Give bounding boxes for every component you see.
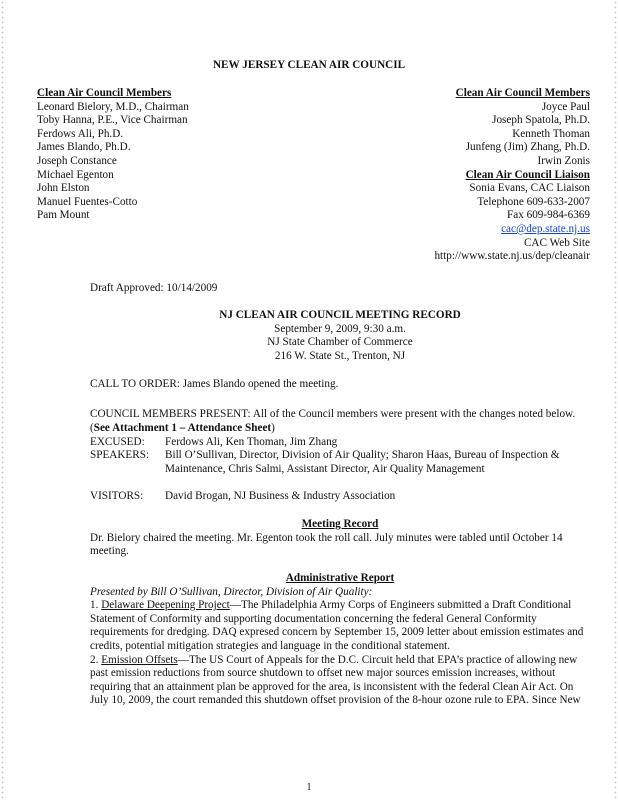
member-name: Pam Mount <box>37 209 90 222</box>
item-title: Delaware Deepening Project <box>101 599 230 612</box>
speakers-value: Bill O’Sullivan, Director, Division of Air Quality; Sharon Haas, Bureau of Inspection & Maintenance, Chris Salmi, Assistant Director, Air Quality Management <box>165 449 560 475</box>
member-name: Ferdows Ali, Ph.D. <box>37 127 124 140</box>
excused-label: EXCUSED: <box>90 436 145 448</box>
member-name: Michael Egenton <box>37 168 114 181</box>
member-name: Irwin Zonis <box>537 154 590 167</box>
member-name: Kenneth Thoman <box>512 127 590 140</box>
members-heading-right: Clean Air Council Members <box>455 87 590 99</box>
item-text: —The Philadelphia Army Corps of Engineers submitted a Draft Conditional Statement of Conformity and supporting documentation concerning the federal General Conformity requirements for dredging. DAQ expresed concern by September 15, 2009 letter about emission estimates and credits, potential mitigation strategies and language in the conditional statement. <box>90 599 584 652</box>
visitors-label: VISITORS: <box>90 490 144 502</box>
member-name: Joseph Spatola, Ph.D. <box>492 114 590 127</box>
admin-report-heading: Administrative Report <box>285 572 395 584</box>
page-title: NEW JERSEY CLEAN AIR COUNCIL <box>212 59 406 71</box>
admin-item-1 <box>90 599 590 653</box>
member-name: Leonard Bielory, M.D., Chairman <box>37 100 189 113</box>
website-url: http://www.state.nj.us/dep/cleanair <box>434 250 590 263</box>
liaison-name: Sonia Evans, CAC Liaison <box>469 182 590 195</box>
meeting-location: NJ State Chamber of Commerce <box>267 336 413 349</box>
visitors-value: David Brogan, NJ Business & Industry Association <box>165 490 396 502</box>
item-number: 2. <box>90 653 102 666</box>
member-name: James Blando, Ph.D. <box>37 141 131 154</box>
meeting-record-heading: Meeting Record <box>301 518 379 530</box>
item-text: —The US Court of Appeals for the D.C. Circuit held that EPA’s practice of allowing new past emission reductions from source shutdown to offset new major sources emission increases, without requiring that an attainment plan be approved for the area, is inconsistent with the federal Clean Air Act. On July 10, 2009, the court remanded this shutdown offset provision of the 8-hour ozone rule to EPA. Since New <box>90 653 581 707</box>
call-to-order: CALL TO ORDER: James Blando opened the meeting. <box>90 378 339 390</box>
meeting-record-text: Dr. Bielory chaired the meeting. Mr. Egenton took the roll call. July minutes were tabled until October 14 meeting. <box>90 531 563 558</box>
council-members-right <box>290 87 590 264</box>
member-name: Toby Hanna, P.E., Vice Chairman <box>37 114 188 127</box>
excused-row <box>90 436 590 450</box>
meeting-record-header <box>90 309 590 363</box>
member-name: John Elston <box>37 182 90 195</box>
meeting-date: September 9, 2009, 9:30 a.m. <box>274 322 406 335</box>
member-name: Manuel Fuentes-Cotto <box>37 195 138 208</box>
members-present <box>90 408 590 435</box>
admin-presenter: Presented by Bill O’Sullivan, Director, Division of Air Quality: <box>90 585 373 598</box>
speakers-label: SPEAKERS: <box>90 449 150 461</box>
meeting-record-section <box>90 518 590 559</box>
meeting-record-title: NJ CLEAN AIR COUNCIL MEETING RECORD <box>219 309 461 321</box>
excused-value: Ferdows Ali, Ken Thoman, Jim Zhang <box>165 436 338 448</box>
attendance-reference: See Attachment 1 – Attendance Sheet <box>93 421 272 434</box>
administrative-report <box>90 572 590 708</box>
council-members-left <box>37 87 297 223</box>
liaison-heading: Clean Air Council Liaison <box>465 168 590 181</box>
liaison-fax: Fax 609-984-6369 <box>507 209 590 222</box>
members-heading-left: Clean Air Council Members <box>37 87 172 99</box>
speakers-row <box>90 449 590 476</box>
members-present-text: COUNCIL MEMBERS PRESENT: All of the Council members were present with the changes noted below. ( <box>90 408 576 434</box>
draft-approved: Draft Approved: 10/14/2009 <box>90 282 218 294</box>
member-name: Joseph Constance <box>37 154 117 167</box>
liaison-telephone: Telephone 609-633-2007 <box>477 195 590 208</box>
member-name: Junfeng (Jim) Zhang, Ph.D. <box>465 141 590 154</box>
item-title: Emission Offsets <box>101 653 178 666</box>
page-number: 1 <box>306 782 312 793</box>
admin-item-2 <box>90 654 590 708</box>
member-name: Joyce Paul <box>541 100 590 113</box>
visitors-row <box>90 490 590 504</box>
members-present-close: ) <box>271 421 275 434</box>
email-link[interactable]: cac@dep.state.nj.us <box>501 222 590 235</box>
meeting-address: 216 W. State St., Trenton, NJ <box>274 349 406 362</box>
website-label: CAC Web Site <box>523 236 590 249</box>
item-number: 1. <box>90 599 102 612</box>
